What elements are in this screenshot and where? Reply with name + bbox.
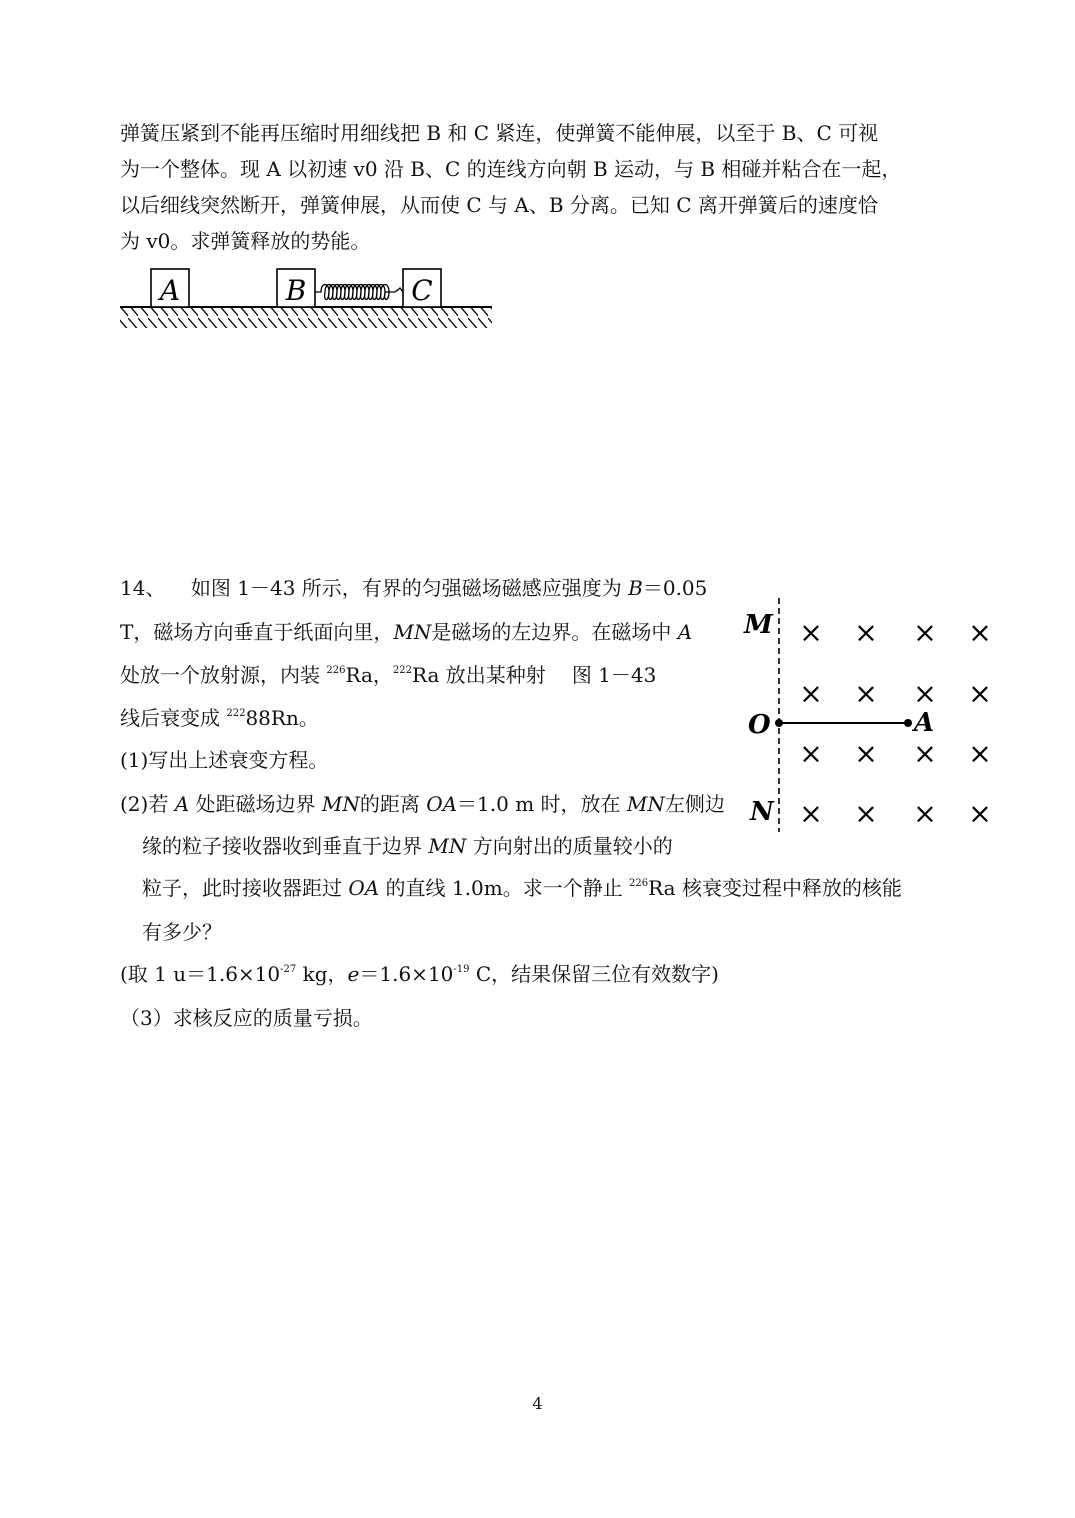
p13-line-1: 弹簧压紧到不能再压缩时用细线把 B 和 C 紧连，使弹簧不能伸展，以至于 B、C 可视: [120, 121, 879, 145]
p14-question-1: (1)写出上述衰变方程。: [120, 748, 329, 772]
p14-question-2-line-3: 粒子，此时接收器距过 OA 的直线 1.0m。求一个静止 $^{226}$Ra 核衰变过程中释放的核能: [142, 876, 902, 900]
p13-line-3: 以后细线突然断开，弹簧伸展，从而使 C 与 A、B 分离。已知 C 离开弹簧后的速度恰: [120, 193, 878, 217]
field-cross: ×: [799, 737, 823, 770]
p13-line-2: 为一个整体。现 A 以初速 v0 沿 B、C 的连线方向朝 B 运动，与 B 相碰并粘合在一起，: [120, 157, 902, 181]
field-cross: ×: [913, 797, 937, 830]
figure-caption: 图 1－43: [571, 663, 657, 687]
field-cross: ×: [799, 616, 823, 649]
p14-constants: (取 1 $u=1.6\times 10^{-27}$ kg，$e=1.6\times 10^{-19}$ C，结果保留三位有效数字): [120, 962, 719, 986]
block-b-label: B: [285, 274, 307, 307]
block-a-label: A: [159, 274, 181, 307]
field-cross: ×: [854, 616, 878, 649]
p14-question-2-line-1: (2)若 A 处距磁场边界 MN的距离 OA＝1.0 m 时，放在 MN左侧边: [120, 792, 725, 816]
p14-line-3: 处放一个放射源，内装 $^{226}$Ra，$^{222}$Ra 放出某种射 图 1－43: [120, 663, 657, 687]
label-o: O: [748, 710, 771, 740]
field-cross: ×: [799, 797, 823, 830]
p14-question-2-line-2: 缘的粒子接收器收到垂直于边界 MN 方向射出的质量较小的: [142, 834, 673, 858]
p14-line-2: T，磁场方向垂直于纸面向里，MN是磁场的左边界。在磁场中 A: [120, 620, 693, 644]
ground-hatching: [120, 308, 492, 328]
p14-question-2-line-4: 有多少？: [142, 920, 222, 944]
field-cross: ×: [913, 616, 937, 649]
magnetic-field-figure: [740, 596, 1000, 836]
block-c-label: C: [411, 274, 433, 307]
p14-line-1: 14、 如图 1－43 所示，有界的匀强磁场磁感应强度为 B＝0.05: [120, 576, 708, 600]
p14-line-4: 线后衰变成 $^{222}$88Rn。: [120, 706, 319, 730]
label-m: M: [744, 610, 773, 640]
field-cross: ×: [799, 677, 823, 710]
field-cross: ×: [968, 677, 992, 710]
field-cross: ×: [968, 616, 992, 649]
field-cross: ×: [854, 797, 878, 830]
p14-question-3: （3）求核反应的质量亏损。: [120, 1006, 373, 1030]
field-cross: ×: [913, 737, 937, 770]
blocks-spring-figure: [118, 262, 498, 334]
page-number: 4: [532, 1394, 543, 1413]
label-n: N: [750, 797, 774, 827]
label-a: A: [914, 708, 935, 738]
field-cross: ×: [968, 737, 992, 770]
problem-number: 14、: [120, 576, 166, 600]
field-cross: ×: [913, 677, 937, 710]
field-cross: ×: [854, 677, 878, 710]
spring: [315, 285, 403, 300]
point-o: [775, 719, 783, 727]
field-cross: ×: [854, 737, 878, 770]
field-cross: ×: [968, 797, 992, 830]
p13-line-4: 为 v0。求弹簧释放的势能。: [120, 229, 371, 253]
point-a: [904, 719, 912, 727]
